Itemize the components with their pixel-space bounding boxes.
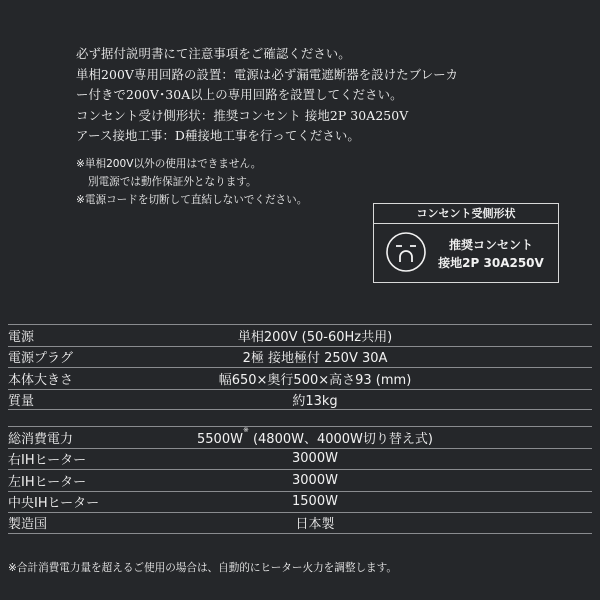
caution-line: ※単相200V以外の使用はできません。 <box>76 158 262 170</box>
spec-key: 中央IHヒーター <box>8 496 100 512</box>
spec-key: 左IHヒーター <box>8 474 87 490</box>
spec-key: 製造国 <box>8 517 48 533</box>
spec-key: 電源プラグ <box>8 351 74 367</box>
spec-row <box>8 469 592 491</box>
caution-notes <box>76 155 307 209</box>
spec-row <box>8 367 592 389</box>
spec-key: 右IHヒーター <box>8 453 87 469</box>
note-line: アース接地工事：D種接地工事を行ってください。 <box>76 128 360 143</box>
spec-row <box>8 389 592 411</box>
spec-key: 総消費電力 <box>8 431 74 447</box>
outlet-box-title: コンセント受側形状 <box>374 204 558 224</box>
footnote: ※合計消費電力量を超えるご使用の場合は、自動的にヒーター火力を調整します。 <box>8 562 397 574</box>
note-line: 単相200V専用回路の設置：電源は必ず漏電遮断器を設けたブレーカ <box>76 66 458 82</box>
spec-value-rest: (4800W、4000W切り替え式) <box>248 431 433 447</box>
spec-value: 単相200V (50-60Hz共用) <box>237 329 393 345</box>
caution-line: ※電源コードを切断して直結しないでください。 <box>76 194 308 206</box>
spec-value <box>128 425 592 447</box>
spec-row <box>8 426 592 448</box>
spec-value: 3000W <box>292 451 338 467</box>
spec-value: 1500W <box>292 494 338 510</box>
spec-row <box>8 491 592 513</box>
note-line: 必ず据付説明書にて注意事項をご確認ください。 <box>76 46 351 61</box>
outlet-face-icon <box>384 230 428 278</box>
spec-row <box>8 448 592 470</box>
caution-line: 別電源では動作保証外となります。 <box>88 176 257 188</box>
spec-value: 2極 接地極付 250V 30A <box>242 351 388 367</box>
spec-row <box>8 512 592 534</box>
spec-value-mark: ※ <box>242 425 249 434</box>
outlet-shape-box <box>373 203 559 283</box>
spec-value: 約13kg <box>292 393 338 409</box>
outlet-label-line: 接地2P 30A250V <box>438 256 544 270</box>
outlet-label-line: 推奨コンセント <box>448 238 533 252</box>
spec-key: 電源 <box>8 329 35 345</box>
spec-value: 3000W <box>292 472 338 488</box>
spec-value: 日本製 <box>295 517 335 533</box>
spec-row <box>8 324 592 346</box>
spec-table <box>8 324 592 534</box>
installation-notes <box>76 44 458 147</box>
spec-key: 質量 <box>8 393 35 409</box>
note-line: ー付きで200V･30A以上の専用回路を設置してください。 <box>76 87 403 102</box>
spec-key: 本体大きさ <box>8 372 74 388</box>
outlet-label <box>432 236 550 272</box>
spec-value-main: 5500W <box>197 431 243 447</box>
spec-row <box>8 346 592 368</box>
note-line: コンセント受け側形状：推奨コンセント 接地2P 30A250V <box>76 107 409 123</box>
spec-value: 幅650×奥行500×高さ93 (mm) <box>218 372 412 388</box>
